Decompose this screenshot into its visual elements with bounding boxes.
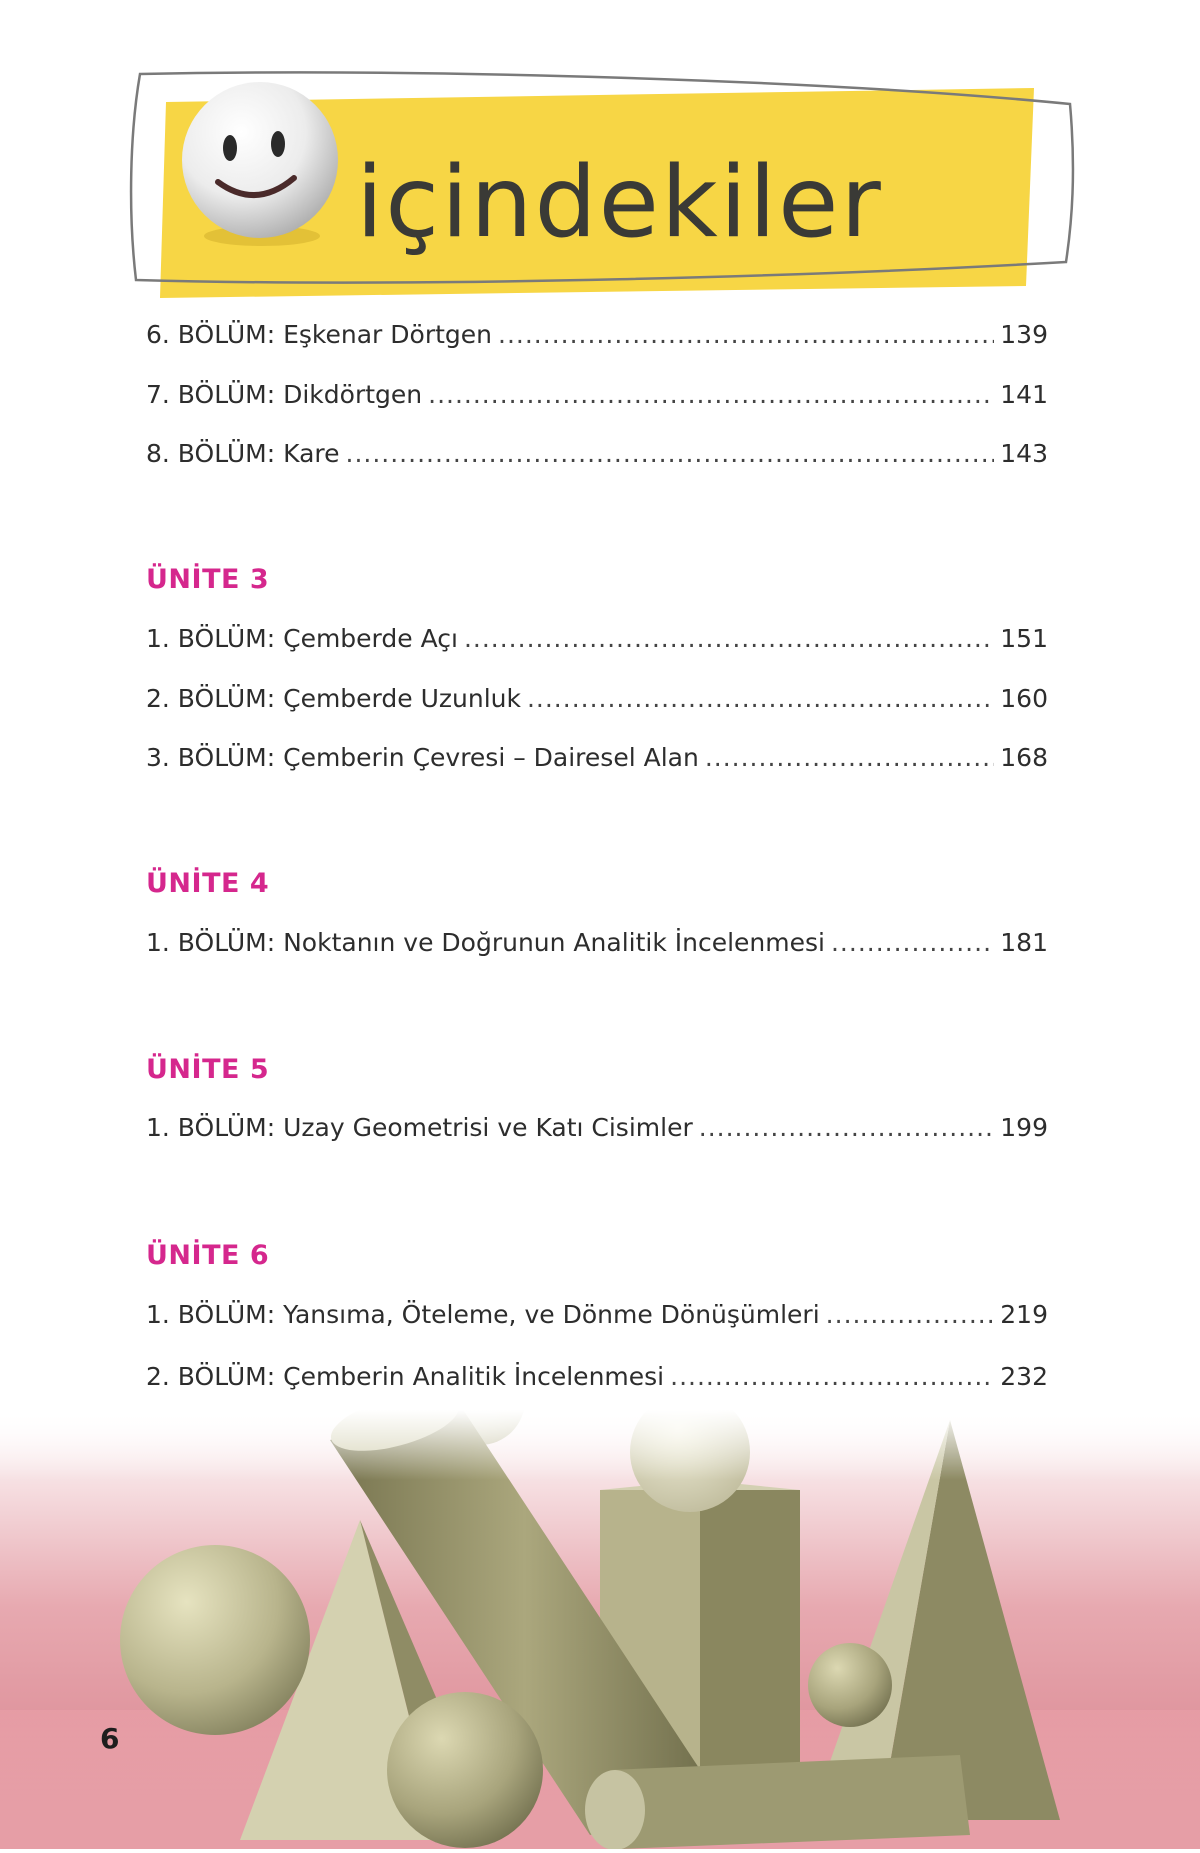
unit-heading: ÜNİTE 3 [146, 564, 270, 595]
dot-leader [346, 439, 995, 468]
illustration-graphic [0, 1410, 1200, 1849]
dot-leader [527, 684, 994, 713]
toc-entry-page: 141 [1000, 380, 1048, 409]
toc-entry-page: 143 [1000, 439, 1048, 468]
dot-leader [428, 380, 994, 409]
toc-entry-label: 2. BÖLÜM: Çemberde Uzunluk [146, 684, 521, 713]
toc-entry-label: 1. BÖLÜM: Çemberde Açı [146, 624, 458, 653]
dot-leader [705, 743, 994, 772]
toc-entry-label: 2. BÖLÜM: Çemberin Analitik İncelenmesi [146, 1362, 665, 1391]
toc-entry-page: 160 [1000, 684, 1048, 713]
dot-leader [464, 624, 994, 653]
toc-entry-page: 219 [1000, 1300, 1048, 1329]
toc-entry[interactable] [146, 928, 1048, 962]
sphere-medium-bottom [387, 1692, 543, 1848]
horizontal-cylinder [585, 1755, 970, 1849]
toc-entry-page: 139 [1000, 320, 1048, 349]
toc-entry-page: 168 [1000, 743, 1048, 772]
toc-entry[interactable] [146, 380, 1048, 414]
toc-entry-label: 3. BÖLÜM: Çemberin Çevresi – Dairesel Alan [146, 743, 699, 772]
unit-heading: ÜNİTE 6 [146, 1240, 270, 1271]
toc-entry[interactable] [146, 743, 1048, 777]
unit-heading: ÜNİTE 5 [146, 1054, 270, 1085]
dot-leader [831, 928, 994, 957]
toc-entry-label: 1. BÖLÜM: Yansıma, Öteleme, ve Dönme Dönüşümleri [146, 1300, 820, 1329]
toc-entry-page: 232 [1000, 1362, 1048, 1391]
toc-entry-page: 181 [1000, 928, 1048, 957]
toc-entry[interactable] [146, 1113, 1048, 1147]
toc-entry-page: 199 [1000, 1113, 1048, 1142]
toc-entry-label: 1. BÖLÜM: Noktanın ve Doğrunun Analitik İncelenmesi [146, 928, 825, 957]
toc-entry-label: 6. BÖLÜM: Eşkenar Dörtgen [146, 320, 493, 349]
dot-leader [826, 1300, 995, 1329]
toc-entry[interactable] [146, 320, 1048, 354]
dot-leader [699, 1113, 995, 1142]
toc-header [126, 62, 1076, 302]
toc-entry[interactable] [146, 684, 1048, 718]
toc-entry[interactable] [146, 1300, 1048, 1334]
toc-entry-label: 7. BÖLÜM: Dikdörtgen [146, 380, 423, 409]
dot-leader [498, 320, 994, 349]
unit-heading: ÜNİTE 4 [146, 868, 270, 899]
toc-entry[interactable] [146, 439, 1048, 473]
sphere-small-right [808, 1643, 892, 1727]
dot-leader [670, 1362, 994, 1391]
page-title: içindekiler [356, 146, 883, 260]
toc-entry[interactable] [146, 624, 1048, 658]
toc-entry-page: 151 [1000, 624, 1048, 653]
geometric-solids-illustration [0, 1410, 1200, 1849]
toc-entry[interactable] [146, 1362, 1048, 1396]
toc-entry-label: 1. BÖLÜM: Uzay Geometrisi ve Katı Cisimler [146, 1113, 693, 1142]
toc-entry-label: 8. BÖLÜM: Kare [146, 439, 340, 468]
sphere-large-left [120, 1545, 310, 1735]
page-number: 6 [100, 1722, 120, 1755]
